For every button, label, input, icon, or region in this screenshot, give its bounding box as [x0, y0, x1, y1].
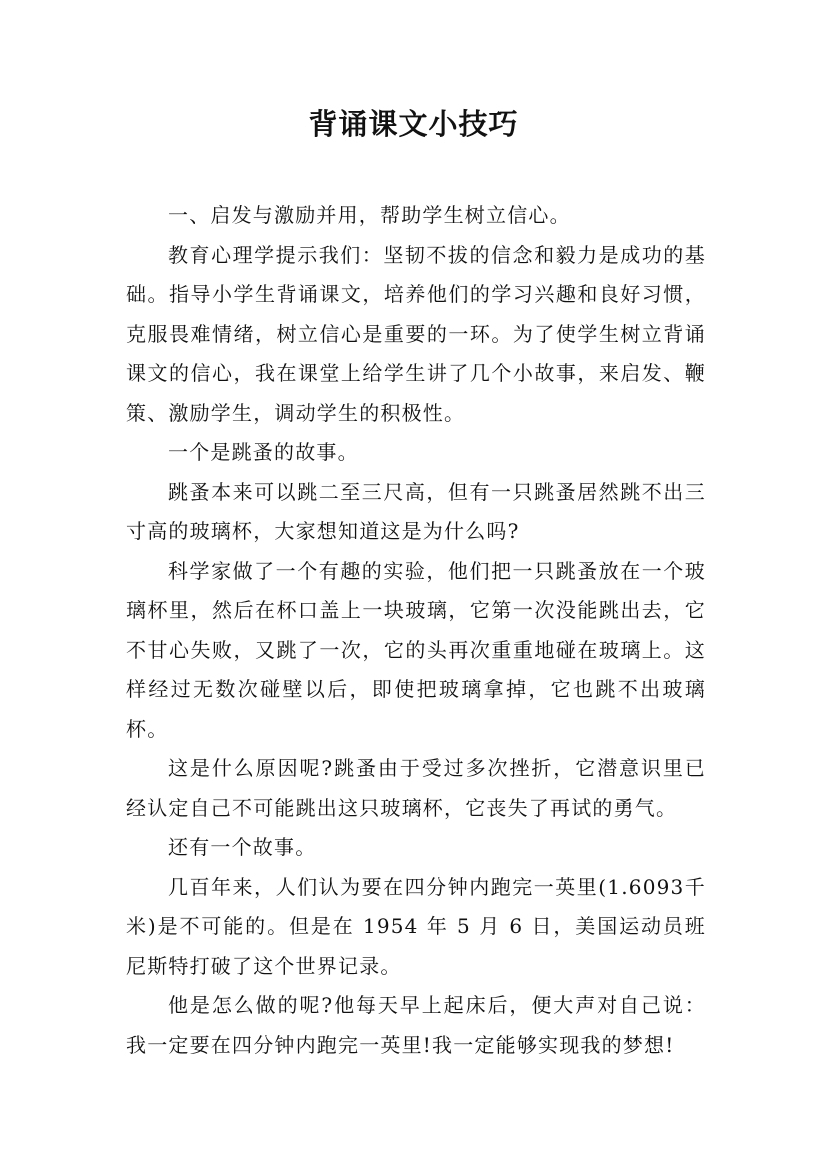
- paragraph-heading-1: 一、启发与激励并用，帮助学生树立信心。: [168, 203, 571, 227]
- paragraph: 他是怎么做的呢?他每天早上起床后，便大声对自己说：我一定要在四分钟内跑完一英里!我一定能够实现我的梦想!: [126, 993, 706, 1057]
- paragraph: 跳蚤本来可以跳二至三尺高，但有一只跳蚤居然跳不出三寸高的玻璃杯，大家想知道这是为什么吗?: [126, 479, 706, 543]
- document-body: [126, 196, 706, 1065]
- paragraph: 科学家做了一个有趣的实验，他们把一只跳蚤放在一个玻璃杯里，然后在杯口盖上一块玻璃，它第一次没能跳出去，它不甘心失败，又跳了一次，它的头再次重重地碰在玻璃上。这样经过无数次碰壁以后，即使把玻璃拿掉，它也跳不出玻璃杯。: [126, 558, 706, 741]
- document-title: 背诵课文小技巧: [308, 107, 519, 141]
- paragraph: 几百年来，人们认为要在四分钟内跑完一英里(1.6093千米)是不可能的。但是在 1954 年 5 月 6 日，美国运动员班尼斯特打破了这个世界记录。: [126, 874, 706, 978]
- paragraph: 还有一个故事。: [168, 835, 317, 859]
- paragraph: 这是什么原因呢?跳蚤由于受过多次挫折，它潜意识里已经认定自己不可能跳出这只玻璃杯，它丧失了再试的勇气。: [126, 756, 706, 820]
- paragraph: 一个是跳蚤的故事。: [168, 440, 359, 464]
- paragraph: 教育心理学提示我们：坚韧不拔的信念和毅力是成功的基础。指导小学生背诵课文，培养他们的学习兴趣和良好习惯，克服畏难情绪，树立信心是重要的一环。为了使学生树立背诵课文的信心，我在课堂上给学生讲了几个小故事，来启发、鞭策、激励学生，调动学生的积极性。: [126, 242, 706, 425]
